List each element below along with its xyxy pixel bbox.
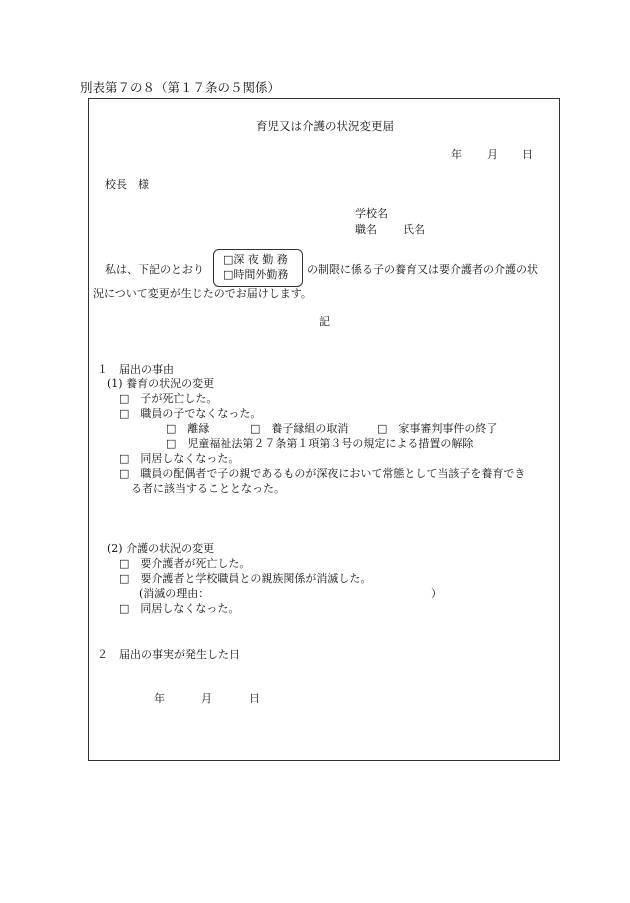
sub1-heading: (1) 養育の状況の変更 [107, 377, 215, 390]
form-title: 育児又は介護の状況変更届 [256, 119, 394, 133]
intro-suffix: の制限に係る子の養育又は要介護者の介護の状 [307, 263, 538, 276]
sub1-item-1: □ 子が死亡した。 [119, 392, 218, 405]
sub1-item-2: □ 職員の子でなくなった。 [119, 407, 262, 420]
occurrence-month: 月 [201, 692, 212, 705]
sub2-item-2: □ 要介護者と学校職員との親族関係が消滅した。 [119, 572, 372, 585]
name-label: 氏名 [403, 223, 425, 236]
section2-heading: ２ 届出の事実が発生した日 [97, 648, 240, 661]
intro-prefix: 私は、下記のとおり [105, 263, 204, 276]
addressee: 校長 様 [105, 178, 149, 191]
sub1-item-3: □ 同居しなくなった。 [119, 452, 240, 465]
date-year: 年 [451, 148, 462, 161]
sub2-reason-close: ） [431, 587, 442, 600]
sub1-item-4: □ 職員の配偶者で子の親であるものが深夜において常態として当該子を養育でき [119, 467, 526, 480]
occurrence-year: 年 [154, 692, 165, 705]
sub1-subitem-2: □ 養子縁組の取消 [250, 422, 349, 435]
date-day: 日 [522, 148, 533, 161]
intro-line2: 況について変更が生じたのでお届けします。 [93, 287, 312, 300]
occurrence-day: 日 [249, 692, 260, 705]
form-frame [88, 98, 560, 761]
form-caption: 別表第７の８（第１７条の５関係） [80, 80, 281, 95]
sub1-subitem-3: □ 家事審判事件の終了 [377, 422, 498, 435]
sub2-heading: (2) 介護の状況の変更 [107, 542, 215, 555]
position-label: 職名 [355, 223, 377, 236]
sub1-subitem-1: □ 離縁 [166, 422, 210, 435]
date-month: 月 [487, 148, 498, 161]
school-name-label: 学校名 [355, 207, 388, 220]
sub2-reason-open: (消滅の理由： [139, 587, 210, 600]
intro-option-night-work: □深 夜 勤 務 [223, 253, 288, 266]
intro-option-overtime: □時間外勤務 [223, 268, 289, 281]
ki-heading: 記 [319, 315, 330, 328]
sub2-item-1: □ 要介護者が死亡した。 [119, 557, 251, 570]
section1-heading: １ 届出の事由 [97, 363, 174, 376]
sub1-subitem-4: □ 児童福祉法第２７条第１項第３号の規定による措置の解除 [166, 437, 474, 450]
sub1-item-4-cont: る者に該当することとなった。 [131, 482, 285, 495]
sub2-item-3: □ 同居しなくなった。 [119, 602, 240, 615]
